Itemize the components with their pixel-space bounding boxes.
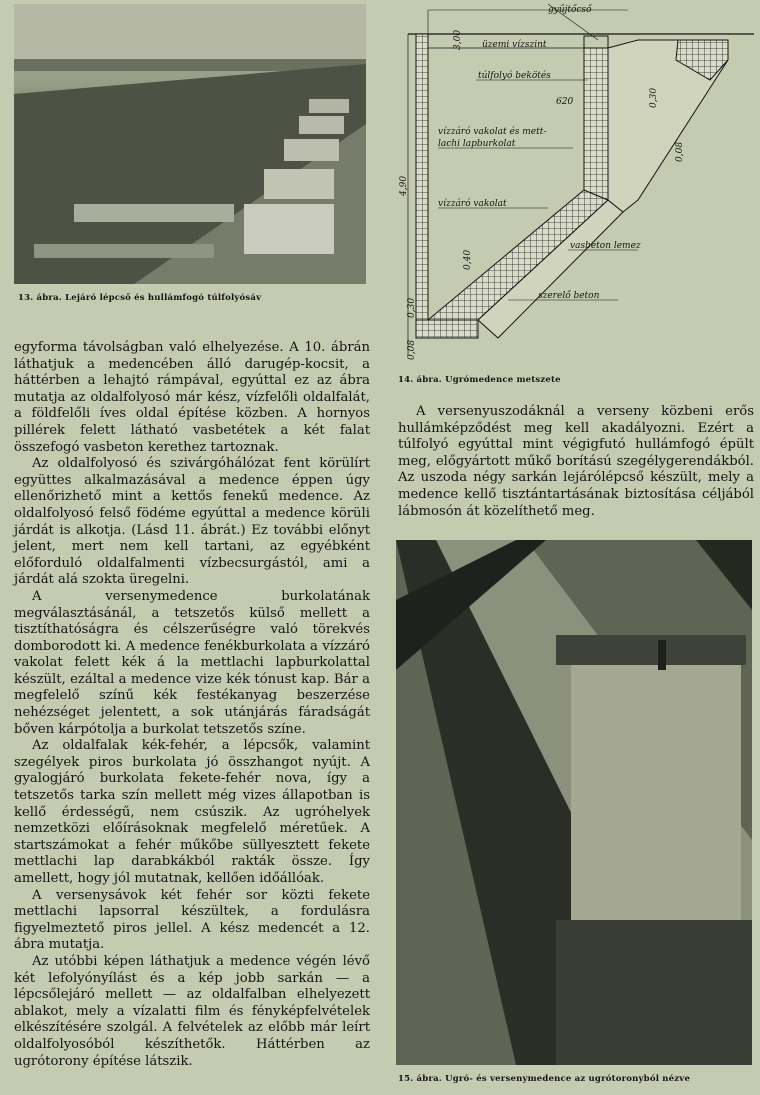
dim-008-top: 0,08 xyxy=(675,141,685,162)
dim-008-bottom: 0,08 xyxy=(407,339,417,360)
label-vizzaro-vakolat-es-mett: vízzáró vakolat és mett- xyxy=(438,127,547,137)
label-gyujtocso: gyűjtőcső xyxy=(548,5,592,15)
label-vizzaro-vakolat: vízzáró vakolat xyxy=(438,199,507,209)
figure-13-illustration xyxy=(14,4,366,284)
dim-490: 4,90 xyxy=(399,175,409,196)
label-tulfolyo-bekotes: túlfolyó bekötés xyxy=(478,71,551,81)
paragraph: A versenymedence burkolatának megválasztásánál, a tetszetős külső mellett a tisztíthatóságra és célszerűségre való törekvés domborodott ki. A medence fenékburkolata a vízzáró vakolat felett kék á la mettlachi lapburkolattal készült, ezáltal a medence vize kék tónust kap. Bár a megfelelő színű kék festékanyag beszerzése nehézséget jelentett, a sok utánjárás fáradságát bőven kárpótolja a burkolat tetszetős színe. xyxy=(14,588,370,737)
dim-030-top: 0,30 xyxy=(649,87,659,108)
figure-14-section-diagram xyxy=(398,0,758,368)
figure-13-caption: 13. ábra. Lejáró lépcső és hullámfogó túlfolyósáv xyxy=(18,293,262,303)
paragraph: Az oldalfolyosó és szivárgóhálózat fent körülírt együttes alkalmazásával a medence éppen úgy ellenőrizhető mint a kettős fenekű medence. Az oldalfolyosó felső födéme egyúttal a medence körüli járdát is alkotja. (Lásd 11. ábrát.) Ez további előnyt jelent, mert nem kell tartani, az egyébként előforduló oldalfalmenti vízbecsurgástól, ami a járdát alá szokta üregelni. xyxy=(14,456,370,588)
figure-15-caption: 15. ábra. Ugró- és versenymedence az ugrótoronyból nézve xyxy=(398,1074,691,1084)
right-text-column xyxy=(398,404,754,520)
paragraph: A versenysávok két fehér sor közti fekete mettlachi lapsorral készültek, a fordulásra figyelmeztető piros jellel. A kész medencét a 12. ábra mutatja. xyxy=(14,887,370,953)
label-szerelo-beton: szerelő beton xyxy=(538,291,600,301)
label-lachi-lapburkolat: lachi lapburkolat xyxy=(438,139,516,149)
label-uzemi-vizszint: üzemi vízszint xyxy=(482,40,547,50)
paragraph: Az oldalfalak kék-fehér, a lépcsők, valamint szegélyek piros burkolata jó összhangot nyújt. A gyalogjáró burkolata fekete-fehér nova, így a tetszetős tarka szín mellett még vizes állapotban is kellő érdességű, nem csúszik. Az ugróhelyek nemzetközi előírásoknak megfelelő méretűek. A startszámokat a fehér műkőbe süllyesztett fekete mettlachi lap darabkákból rakták össze. Így amellett, hogy jól mutatnak, kellően időállóak. xyxy=(14,738,370,886)
paragraph: egyforma távolságban való elhelyezése. A 10. ábrán láthatjuk a medencében álló darugép-kocsit, a háttérben a lehajtó rámpával, egyúttal ez az ábra mutatja az oldalfolyosó már kész, vízfelőli oldalfalát, a földfelőli íves oldal építése közben. A hornyos pillérek felett látható vasbetétek a két falat összefogó vasbeton kerethez tartoznak. xyxy=(14,340,370,455)
label-vasbeton-lemez: vasbeton lemez xyxy=(570,241,641,251)
dim-300: 3,00 xyxy=(453,29,463,50)
figure-13-photo xyxy=(14,4,366,284)
dim-040: 0,40 xyxy=(463,249,473,270)
paragraph: A versenyuszodáknál a verseny közbeni erős hullámképződést meg kell akadályozni. Ezért a túlfolyó egyúttal mint végigfutó hullámfogó épült meg, előgyártott műkő borítású szegélygerendákból. Az uszoda négy sarkán lejárólépcső készült, mely a medence kellő tisztántartásának biztosítása céljából lábmosón át közelíthető meg. xyxy=(398,404,754,519)
paragraph: Az utóbbi képen láthatjuk a medence végén lévő két lefolyónyílást és a kép jobb sarkán — a lépcsőlejáró mellett — az oldalfalban elhelyezett ablakot, mely a vízalatti film és fényképfelvételek elkészítésére szolgál. A felvételek az előbb már leírt oldalfolyosóból készíthetők. Háttérben az ugrótorony építése látszik. xyxy=(14,953,370,1069)
figure-15-photo xyxy=(396,540,752,1065)
figure-15-illustration xyxy=(396,540,752,1065)
figure-14-caption: 14. ábra. Ugrómedence metszete xyxy=(398,375,561,385)
dim-620: 620 xyxy=(556,97,574,107)
dim-030-bottom: 0,30 xyxy=(407,297,417,318)
left-text-column xyxy=(14,340,370,1070)
